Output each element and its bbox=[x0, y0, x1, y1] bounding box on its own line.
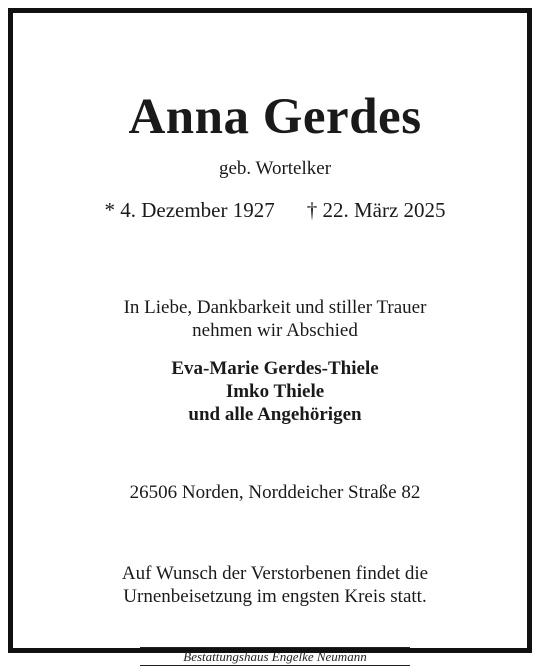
family-member: und alle Angehörigen bbox=[188, 404, 362, 425]
undertaker-credit: Bestattungshaus Engelke Neumann bbox=[183, 649, 367, 664]
family-member: Imko Thiele bbox=[225, 381, 325, 402]
footer-rule-bottom bbox=[140, 665, 410, 666]
grief-line-1: In Liebe, Dankbarkeit und stiller Trauer bbox=[123, 297, 427, 318]
grief-line-2: nehmen wir Abschied bbox=[192, 320, 358, 341]
life-dates bbox=[0, 198, 550, 223]
burial-note-line-1: Auf Wunsch der Verstorbenen findet die bbox=[121, 563, 429, 584]
burial-note-line-2: Urnenbeisetzung im engsten Kreis statt. bbox=[123, 586, 427, 607]
birth-date: * 4. Dezember 1927 bbox=[104, 198, 275, 222]
death-date: † 22. März 2025 bbox=[306, 198, 446, 222]
family-member: Eva-Marie Gerdes-Thiele bbox=[171, 358, 379, 379]
address: 26506 Norden, Norddeicher Straße 82 bbox=[129, 482, 421, 503]
birth-name: geb. Wortelker bbox=[218, 158, 332, 179]
deceased-name: Anna Gerdes bbox=[128, 89, 422, 145]
